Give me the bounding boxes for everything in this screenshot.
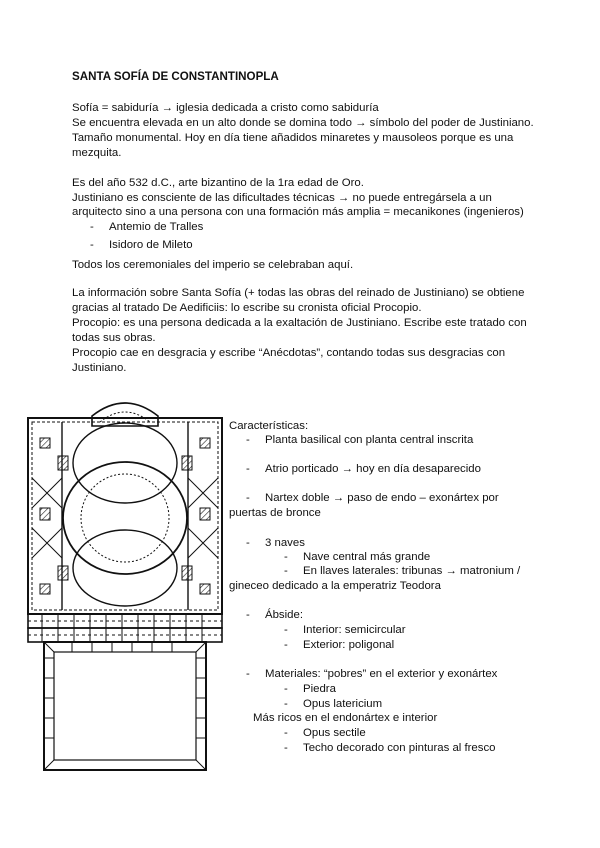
list-dash: - <box>284 742 288 754</box>
feature-4-sub-2-line-2: gineceo dedicado a la emperatriz Teodora <box>229 580 441 592</box>
sources-line-5: Procopio cae en desgracia y escribe “Anécdotas”, contando todas sus desgracias con <box>72 347 506 359</box>
date-line-1: Es del año 532 d.C., arte bizantino de la 1ra edad de Oro. <box>72 177 364 189</box>
feature-6-sub-4: Techo decorado con pinturas al fresco <box>303 742 496 754</box>
list-dash: - <box>284 727 288 739</box>
architect-1: Antemio de Tralles <box>109 221 204 233</box>
list-dash: - <box>284 624 288 636</box>
feature-6-sub-1: Piedra <box>303 683 336 695</box>
feature-4-sub-1: Nave central más grande <box>303 551 431 563</box>
list-dash: - <box>284 698 288 710</box>
list-dash: - <box>246 434 250 446</box>
intro-line-1: Sofía = sabiduría → iglesia dedicada a cristo como sabiduría <box>72 102 379 114</box>
list-dash: - <box>284 565 288 577</box>
list-dash: - <box>284 551 288 563</box>
sources-line-2: gracias al tratado De Aedificiis: lo escribe su cronista oficial Procopio. <box>72 302 422 314</box>
list-dash: - <box>90 239 94 251</box>
date-line-3: arquitecto sino a una persona con una formación más amplia = mecanikones (ingenieros) <box>72 206 524 218</box>
feature-4-sub-2-line-1: En llaves laterales: tribunas → matronium / <box>303 565 521 577</box>
architect-2: Isidoro de Mileto <box>109 239 193 251</box>
feature-5: Ábside: <box>265 609 303 621</box>
list-dash: - <box>246 668 250 680</box>
intro-line-3: Tamaño monumental. Hoy en día tiene añadidos minaretes y mausoleos porque es una <box>72 132 514 144</box>
feature-6-sub-3: Opus sectile <box>303 727 366 739</box>
feature-2: Atrio porticado → hoy en día desaparecido <box>265 463 481 475</box>
list-dash: - <box>246 537 250 549</box>
sources-line-3: Procopio: es una persona dedicada a la exaltación de Justiniano. Escribe este tratado con <box>72 317 527 329</box>
feature-5-sub-1: Interior: semicircular <box>303 624 406 636</box>
feature-6: Materiales: “pobres” en el exterior y exonártex <box>265 668 498 680</box>
feature-3-line-1: Nartex doble → paso de endo – exonártex por <box>265 492 499 504</box>
sources-line-4: todas sus obras. <box>72 332 156 344</box>
sources-line-1: La información sobre Santa Sofía (+ todas las obras del reinado de Justiniano) se obtiene <box>72 287 525 299</box>
list-dash: - <box>246 609 250 621</box>
feature-3-line-2: puertas de bronce <box>229 507 321 519</box>
list-dash: - <box>284 639 288 651</box>
floor-plan-image <box>22 398 228 778</box>
feature-6-rich-line: Más ricos en el endonártex e interior <box>253 712 438 724</box>
feature-5-sub-2: Exterior: poligonal <box>303 639 395 651</box>
sources-line-6: Justiniano. <box>72 362 127 374</box>
list-dash: - <box>246 492 250 504</box>
intro-line-2: Se encuentra elevada en un alto donde se domina todo → símbolo del poder de Justiniano. <box>72 117 534 129</box>
features-heading: Características: <box>229 420 309 432</box>
page-title: SANTA SOFÍA DE CONSTANTINOPLA <box>72 70 279 83</box>
feature-6-sub-2: Opus latericium <box>303 698 383 710</box>
feature-4: 3 naves <box>265 537 305 549</box>
feature-1: Planta basilical con planta central inscrita <box>265 434 474 446</box>
ceremonies-line: Todos los ceremoniales del imperio se celebraban aquí. <box>72 259 354 271</box>
list-dash: - <box>90 221 94 233</box>
list-dash: - <box>246 463 250 475</box>
intro-line-4: mezquita. <box>72 147 122 159</box>
date-line-2: Justiniano es consciente de las dificultades técnicas → no puede entregársela a un <box>72 192 492 204</box>
list-dash: - <box>284 683 288 695</box>
